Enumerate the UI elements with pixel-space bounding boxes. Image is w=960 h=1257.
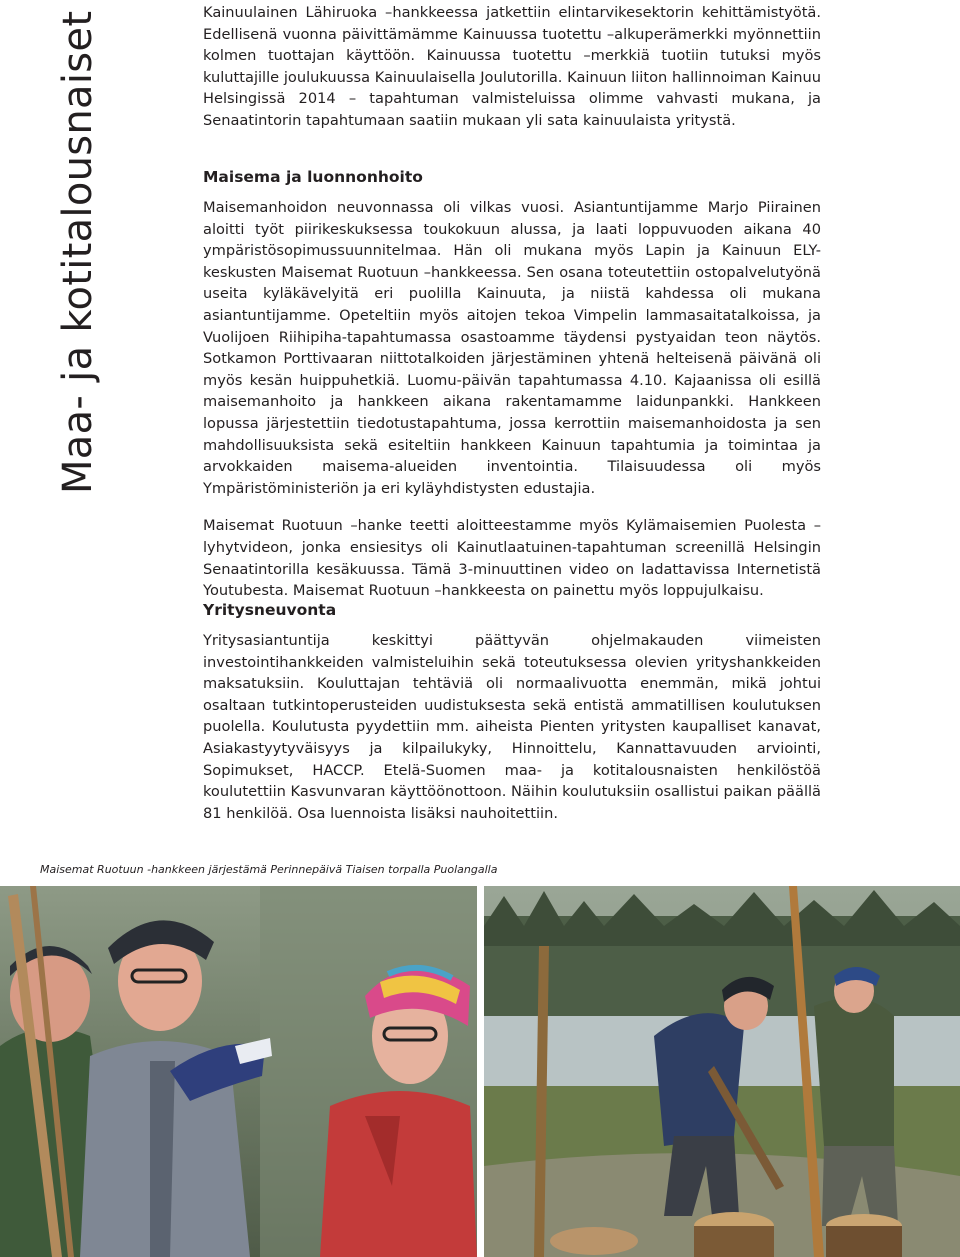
- side-title-text: Maa- ja kotitalousnaiset: [55, 10, 101, 494]
- maisema-section: [203, 167, 821, 602]
- side-title: [56, 0, 100, 500]
- maisema-heading: Maisema ja luonnonhoito: [203, 168, 423, 186]
- photo-workers: [484, 886, 960, 1257]
- photo-caption: Maisemat Ruotuun -hankkeen järjestämä Perinnepäivä Tiaisen torpalla Puolangalla: [40, 863, 498, 876]
- intro-paragraph: Kainuulainen Lähiruoka –hankkeessa jatkettiin elintarvikesektorin kehittämistyötä. Edellisenä vuonna päivittämämme Kainuussa tuotettu –alkuperämerkki myönnettiin kolmen tuottajan käyttöön. Kainuussa tuotettu –merkkiä tuotiin tutuksi myös kuluttajille joulukuussa Kainuulaisella Joulutorilla. Kainuun liiton hallinnoiman Kainuu Helsingissä 2014 – tapahtuman valmisteluissa olimme vahvasti mukana, ja Senaatintorin tapahtumaan saatiin mukaan yli sata kainuulaista yritystä.: [203, 4, 821, 129]
- photo-people-image: [0, 886, 477, 1257]
- yritys-paragraph: Yritysasiantuntija keskittyi päättyvän ohjelmakauden viimeisten investointihankkeiden valmisteluihin sekä toteutuksessa olevien yrityshankkeiden maksatuksiin. Kouluttajan tehtäviä oli normaalivuotta enemmän, mikä johtui osaltaan tutkintoperusteiden uudistuksesta sekä entistä ammatillisen koulutuksen puolella. Koulutusta pyydettiin mm. aiheista Pienten yritysten kaupalliset kanavat, Asiakastyytyväisyys ja kilpailukyky, Hinnoittelu, Kannattavuuden arviointi, Sopimukset, HACCP. Etelä-Suomen maa- ja kotitalousnaisten henkilöstöä koulutettiin Kasvunvaran käyttöönottoon. Näihin koulutuksiin osallistui paikan päällä 81 henkilöä. Osa luennoista lisäksi nauhoitettiin.: [203, 632, 821, 822]
- photo-workers-image: [484, 886, 960, 1257]
- intro-section: [203, 2, 821, 132]
- yritys-section: [203, 600, 821, 824]
- yritys-heading: Yritysneuvonta: [203, 601, 337, 619]
- maisema-paragraph-2: Maisemat Ruotuun –hanke teetti aloitteestamme myös Kylämaisemien Puolesta –lyhytvideon, jonka ensiesitys oli Kainutlaatuinen-tapahtuman screenillä Helsingin Senaatintorilla kesäkuussa. Tämä 3-minuuttinen video on ladattavissa Internetistä Youtubesta. Maisemat Ruotuun –hankkeesta on painettu myös loppujulkaisu.: [203, 517, 821, 600]
- photo-people: [0, 886, 477, 1257]
- maisema-paragraph-1: Maisemanhoidon neuvonnassa oli vilkas vuosi. Asiantuntijamme Marjo Piirainen aloitti työt piirikeskuksessa toukokuun alussa, ja laati loppuvuoden aikana 40 ympäristösopimussuunnitelmaa. Hän oli mukana myös Lapin ja Kainuun ELY-keskusten Maisemat Ruotuun –hankkeessa. Sen osana toteutettiin ostopalvelutyönä useita kyläkävelyitä eri puolilla Kainuuta, ja niistä kahdessa oli mukana asiantuntijamme. Opeteltiin myös aitojen tekoa Vimpelin lammasaitatalkoissa, ja Vuolijoen Riihipiha-tapahtumassa osastoamme täydensi pystyaidan teon näytös. Sotkamon Porttivaaran niittotalkoiden järjestäminen yhtenä helteisenä päivänä oli myös kesän huippuhetkiä. Luomu-päivän tapahtumassa 4.10. Kajaanissa oli esillä maisemanhoito ja hankkeen aikana rakentamamme laidunpankki. Hankkeen lopussa järjestettiin tiedotustapahtuma, jossa kerrottiin maisemanhoidosta ja sen mahdollisuuksista sekä esiteltiin hankkeen Kainuun tapahtumia ja toimintaa ja arvokkaiden maisema-alueiden inventointia. Tilaisuudessa oli myös Ympäristöministeriön ja eri kyläyhdistysten edustajia.: [203, 199, 821, 497]
